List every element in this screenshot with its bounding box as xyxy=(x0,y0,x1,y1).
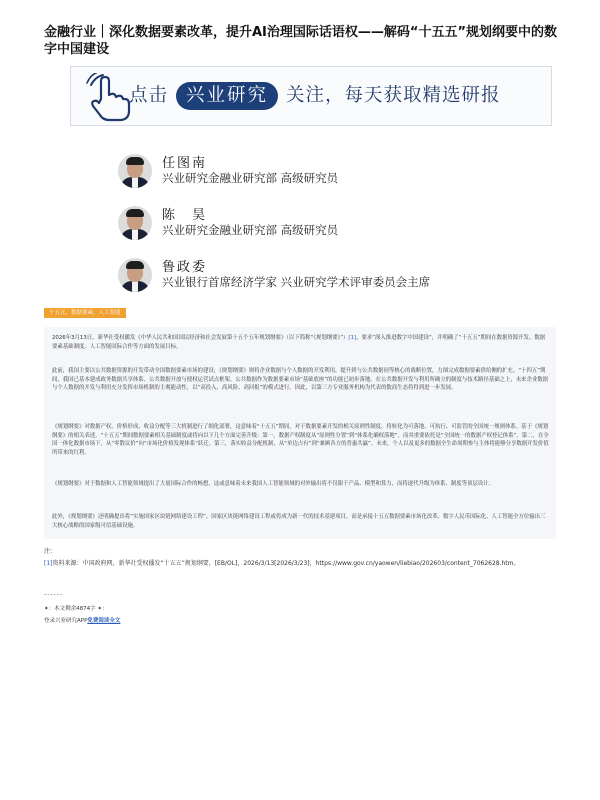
avatar xyxy=(118,154,152,188)
keyword-tag[interactable]: 十五五，数据要素，人工智能 xyxy=(44,308,126,318)
remaining-word-count: ✦：本文剩余4874字 ✦： xyxy=(44,606,108,612)
paragraph xyxy=(52,334,550,351)
login-prompt xyxy=(44,616,120,624)
notes-label: 注： xyxy=(44,548,57,555)
login-prefix: 登录兴业研究APP xyxy=(44,618,88,624)
footnote-anchor[interactable]: [1] xyxy=(44,560,53,567)
avatar xyxy=(118,258,152,292)
paragraph: 此外，《规划纲要》还明确提出将“实施国家区块链网络建设工程”。国家区块链网络建设工程或将成为新一代的技术基建项目，而是承接十五五数据要素市场化改革、数字人民币国际化、人工智能全方位输出三大核心战略的国家级可信基础设施。 xyxy=(52,514,546,529)
paragraph: 《规划纲要》对数据产权、价格形成、收益分配等三大机制进行了细化部署，这意味着“十五五”期间，对于数据要素开发的相关原则性制度，将转化为可落地、可执行、可监管的全国统一规则体系。基于《规划纲要》的相关表述，“十五五”期间数据要素相关基础制度或将向以下几个方面完善升级：第一，数据产权制度从“原则性分置”到“体系化确权落地”，而其重要依托是“全国统一的数据产权登记体系”。第二，在全国一体化数据市场下，从“零散议价”向“市场化价格发现体系”跃迁。第三，落实收益分配机制，从“单边占有”到“兼顾各方的普惠共赢”。未来，个人以及更多的数据全生命周期参与主体将能够分享数据开发价值所带来的红利。 xyxy=(52,424,549,456)
banner-suffix: 关注，每天获取精选研报 xyxy=(286,85,501,106)
author-role: 兴业研究金融业研究部 高级研究员 xyxy=(162,171,339,185)
banner-text xyxy=(129,81,501,111)
author-name: 任图南 xyxy=(162,156,208,171)
read-full-link[interactable]: 免费阅读全文 xyxy=(87,618,121,624)
author-role: 兴业银行首席经济学家 兴业研究学术评审委员会主席 xyxy=(162,275,431,289)
paragraph-text: 2026年3月13日，新华社受权播发《中华人民共和国国民经济和社会发展第十五个五年规划纲要》（以下简称“《规划纲要》”） xyxy=(52,335,349,341)
paragraph-text: ，要求“深入推进数字中国建设”，并明确了“十五五”期间在数据资源开发、数据要素基础制度、人工智能国际合作等方面的发展目标。 xyxy=(52,335,546,350)
banner-highlight-pill[interactable]: 兴业研究 xyxy=(176,82,278,110)
paragraph: 此前，我国主要以公共数据资源的开发带动全国数据要素市场的建设，《规划纲要》则将企业数据与个人数据的开发利用，提升到与公共数据同等核心的战略位置，力图完成数据要素供给侧的扩充。“十四五”期间，我国已基本建成政务数据共享体系、公共数据开放与授权运营试点框架、公共数据作为数据要素市场“基础底座”的功能已初步落地。在公共数据开发与利用所确立的制度与技术路径基础之上，未来企业数据与个人数据的开发与利用充分发挥市场机制的主观能动性，以“高投入、高风险、高回报”的模式进行。因此，以第三方专业服务机构为代表的数商生态将得到进一步发展。 xyxy=(52,368,549,391)
follow-banner[interactable] xyxy=(70,66,552,126)
paragraph: 《规划纲要》对于数据和人工智能领域提出了大量国际合作的畅想，这或意味着未来我国人工智能领域的对外输出将不仅限于产品、模型和算力，而将逐代升级为体系、制度等顶层设计。 xyxy=(52,481,495,487)
separator: ------ xyxy=(44,591,63,598)
article-body xyxy=(44,327,556,539)
footnote-link[interactable]: [1] xyxy=(348,335,357,341)
author-role: 兴业研究金融业研究部 高级研究员 xyxy=(162,223,339,237)
footnote-text: 资料来源：中国政府网，新华社受权播发“十五五”规划纲要，[EB/OL]，2026/3/13[2026/3/23]，https://www.gov.cn/yaowen/liebiao/202603/content_7062628.htm。 xyxy=(52,560,520,567)
article-title: 金融行业｜深化数据要素改革，提升AI治理国际话语权——解码“十五五”规划纲要中的数字中国建设 xyxy=(44,25,557,57)
author-name: 陈 昊 xyxy=(162,208,208,223)
author-name: 鲁政委 xyxy=(162,260,208,275)
banner-prefix: 点击 xyxy=(129,85,169,106)
avatar xyxy=(118,206,152,240)
footnote xyxy=(44,558,556,569)
